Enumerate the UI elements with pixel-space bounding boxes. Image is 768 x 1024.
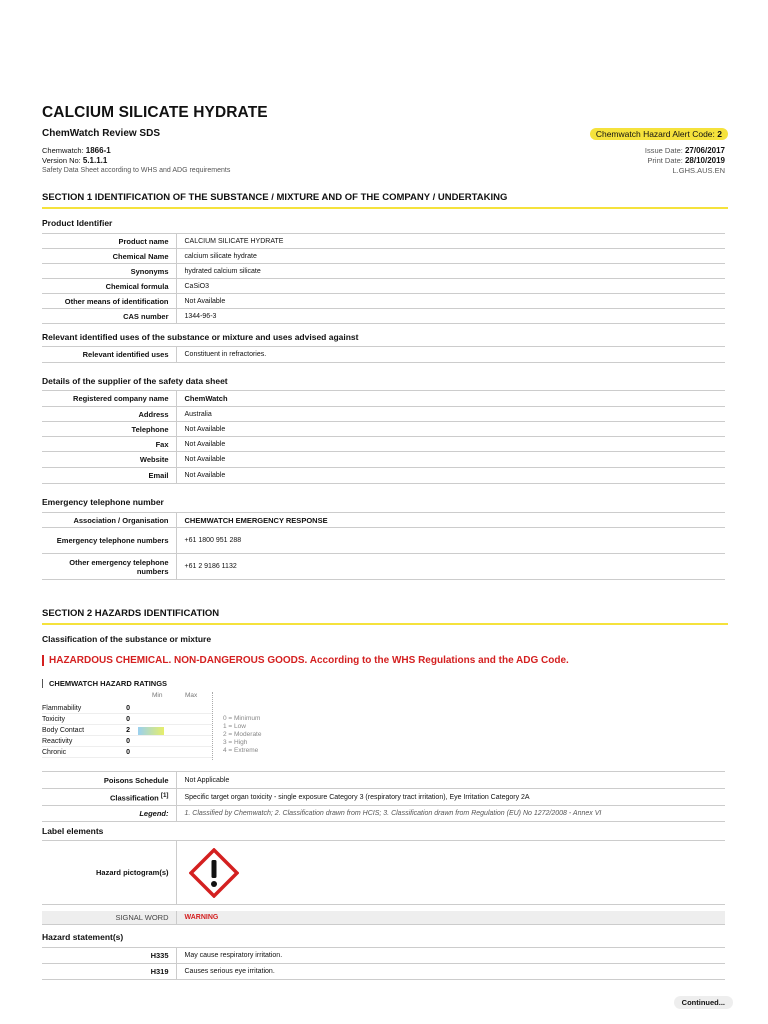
- table-value: CALCIUM SILICATE HYDRATE: [176, 234, 725, 249]
- table-value: Specific target organ toxicity - single exposure Category 3 (respiratory tract irritation), Eye Irritation Category 2A: [176, 789, 725, 806]
- hazard-ratings-panel: [42, 692, 242, 760]
- table-key: H335: [42, 948, 176, 964]
- scale-item: 3 = High: [223, 739, 248, 746]
- table-value: Not Applicable: [176, 772, 725, 789]
- table-value: [176, 841, 725, 905]
- table-value: Australia: [176, 407, 725, 422]
- table-value: +61 2 9186 1132: [176, 554, 725, 580]
- document-subtitle: ChemWatch Review SDS: [42, 128, 160, 139]
- table-value: ChemWatch: [176, 391, 725, 407]
- rating-row: [42, 703, 212, 714]
- locale-code: L.GHS.AUS.EN: [672, 166, 725, 175]
- rating-name: Toxicity: [42, 716, 65, 723]
- rating-value: 0: [126, 738, 130, 745]
- ratings-min-label: Min: [152, 692, 163, 699]
- table-key: Chemical formula: [42, 279, 176, 294]
- product-identifier-heading: Product Identifier: [42, 218, 113, 228]
- rating-row: [42, 736, 212, 747]
- table-key: Emergency telephone numbers: [42, 528, 176, 554]
- rating-value: 0: [126, 705, 130, 712]
- table-key: Telephone: [42, 422, 176, 437]
- table-key: Association / Organisation: [42, 513, 176, 528]
- table-value: +61 1800 951 288: [176, 528, 725, 554]
- chemwatch-label: Chemwatch:: [42, 146, 84, 155]
- exclamation-mark-diamond-icon: [189, 848, 239, 898]
- document-meta-right: [645, 146, 725, 176]
- scale-item: 1 = Low: [223, 723, 246, 730]
- document-meta-left: [42, 146, 230, 176]
- table-key: Relevant identified uses: [42, 347, 176, 363]
- table-key: Product name: [42, 234, 176, 249]
- continued-button[interactable]: Continued...: [674, 996, 733, 1009]
- table-key: Website: [42, 452, 176, 468]
- print-date-value: 28/10/2019: [684, 156, 725, 165]
- hazard-statements-table: [42, 947, 725, 980]
- signal-word: WARNING: [176, 911, 725, 925]
- table-key: Other means of identification: [42, 294, 176, 309]
- scale-item: 2 = Moderate: [223, 731, 262, 738]
- label-elements-table: [42, 840, 725, 925]
- table-key: CAS number: [42, 309, 176, 324]
- table-key: Legend:: [42, 806, 176, 822]
- section-2-heading: SECTION 2 HAZARDS IDENTIFICATION: [42, 608, 728, 625]
- table-key: Email: [42, 468, 176, 484]
- version-value: 5.1.1.1: [82, 156, 108, 165]
- sds-note: Safety Data Sheet according to WHS and ADG requirements: [42, 167, 231, 174]
- uses-table: [42, 346, 725, 363]
- classification-heading: Classification of the substance or mixture: [42, 634, 212, 644]
- signal-word-label: SIGNAL WORD: [42, 911, 176, 925]
- rating-name: Body Contact: [42, 727, 85, 734]
- table-key: Fax: [42, 437, 176, 452]
- section-1-heading: SECTION 1 IDENTIFICATION OF THE SUBSTANCE / MIXTURE AND OF THE COMPANY / UNDERTAKING: [42, 192, 728, 209]
- table-value: Causes serious eye irritation.: [176, 964, 725, 980]
- emergency-heading: Emergency telephone number: [42, 497, 164, 507]
- table-key: Synonyms: [42, 264, 176, 279]
- classification-label: Classification: [110, 793, 159, 803]
- rating-name: Chronic: [42, 749, 67, 756]
- rating-bar: [138, 727, 164, 735]
- table-value: Constituent in refractories.: [176, 347, 725, 363]
- table-value: Not Available: [176, 468, 725, 484]
- table-value: hydrated calcium silicate: [176, 264, 725, 279]
- print-date-label: Print Date:: [647, 156, 683, 165]
- hazard-statements-heading: Hazard statement(s): [42, 932, 124, 942]
- table-value: 1. Classified by Chemwatch; 2. Classification drawn from HCIS; 3. Classification drawn from Regulation (EU) No 1272/2008 - Annex VI: [176, 806, 725, 822]
- emergency-table: [42, 512, 725, 580]
- rating-scale-legend: [223, 715, 261, 755]
- uses-heading: Relevant identified uses of the substance or mixture and uses advised against: [42, 332, 359, 342]
- table-value: Not Available: [176, 452, 725, 468]
- scale-item: 4 = Extreme: [223, 747, 259, 754]
- supplier-table: [42, 390, 725, 484]
- table-key: H319: [42, 964, 176, 980]
- rating-value: 0: [126, 716, 130, 723]
- table-key: Address: [42, 407, 176, 422]
- table-value: CaSiO3: [176, 279, 725, 294]
- product-identifier-table: [42, 233, 725, 324]
- table-key: Poisons Schedule: [42, 772, 176, 789]
- hazard-alert-label: Chemwatch Hazard Alert Code:: [595, 129, 715, 139]
- rating-row: [42, 747, 212, 758]
- label-elements-heading: Label elements: [42, 826, 104, 836]
- rating-row: [42, 725, 212, 736]
- table-value: May cause respiratory irritation.: [176, 948, 725, 964]
- chemwatch-value: 1866-1: [85, 146, 111, 155]
- table-value: Not Available: [176, 294, 725, 309]
- rating-name: Reactivity: [42, 738, 73, 745]
- rating-row: [42, 714, 212, 725]
- classification-table: [42, 771, 725, 822]
- ratings-divider: [212, 692, 213, 760]
- page-title: CALCIUM SILICATE HYDRATE: [42, 104, 268, 121]
- issue-date-value: 27/06/2017: [684, 146, 725, 155]
- classification-ref: [1]: [160, 791, 169, 799]
- rating-value: 2: [126, 727, 130, 734]
- rating-value: 0: [126, 749, 130, 756]
- issue-date-label: Issue Date:: [644, 146, 683, 155]
- table-key: Chemical Name: [42, 249, 176, 264]
- hazard-ratings-title: CHEMWATCH HAZARD RATINGS: [42, 679, 167, 688]
- table-value: CHEMWATCH EMERGENCY RESPONSE: [176, 513, 725, 528]
- table-value: calcium silicate hydrate: [176, 249, 725, 264]
- rating-name: Flammability: [42, 705, 82, 712]
- scale-item: 0 = Minimum: [223, 715, 261, 722]
- table-key: Other emergency telephone numbers: [42, 554, 176, 580]
- hazard-banner: HAZARDOUS CHEMICAL. NON-DANGEROUS GOODS. According to the WHS Regulations and the ADG Code.: [42, 655, 569, 666]
- table-value: Not Available: [176, 437, 725, 452]
- version-label: Version No:: [42, 156, 81, 165]
- ratings-max-label: Max: [185, 692, 198, 699]
- table-value: 1344-96-3: [176, 309, 725, 324]
- table-key: [42, 789, 176, 806]
- supplier-heading: Details of the supplier of the safety data sheet: [42, 376, 228, 386]
- table-value: Not Available: [176, 422, 725, 437]
- table-key: Hazard pictogram(s): [42, 841, 176, 905]
- hazard-alert-badge: [590, 128, 728, 140]
- table-key: Registered company name: [42, 391, 176, 407]
- hazard-alert-code: 2: [717, 129, 722, 139]
